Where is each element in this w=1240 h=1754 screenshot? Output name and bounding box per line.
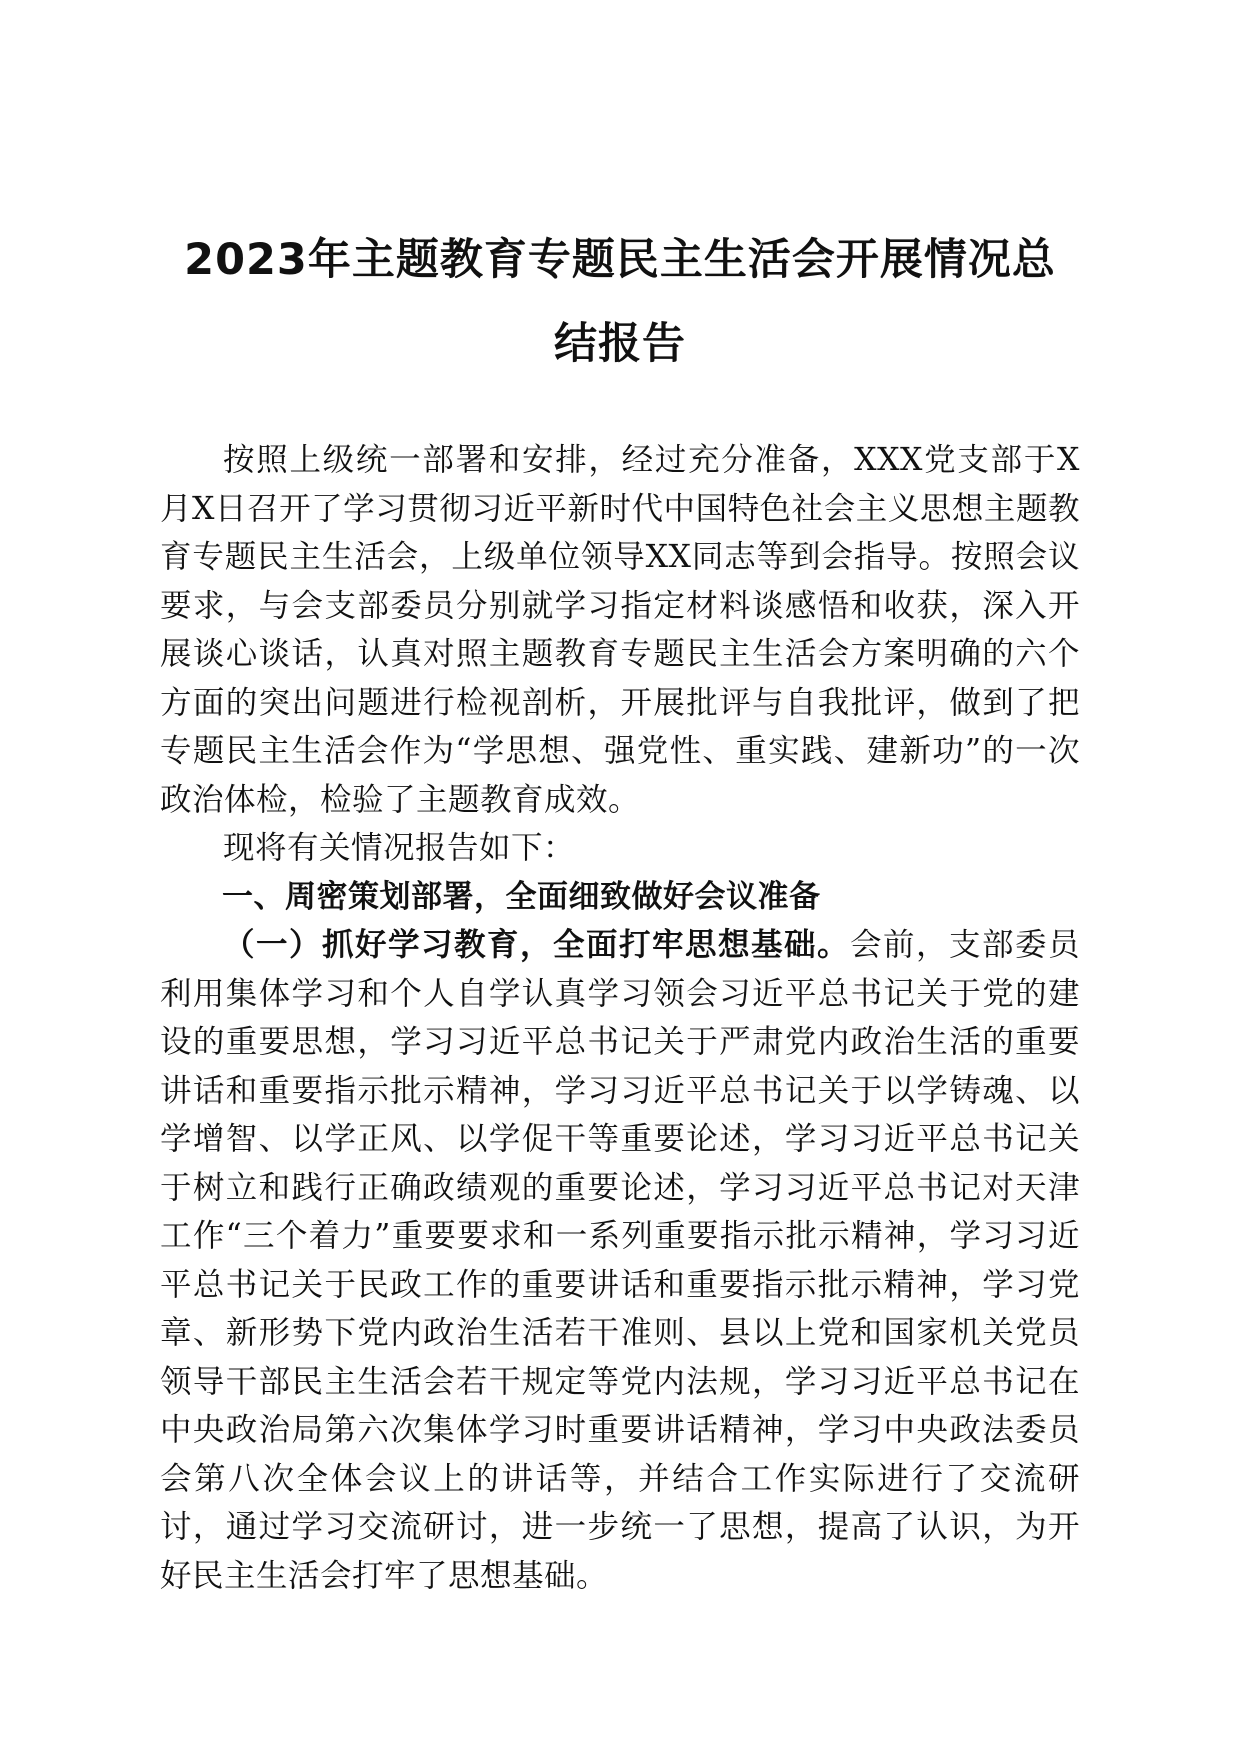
report-intro-paragraph: 现将有关情况报告如下： <box>223 830 576 866</box>
title-line-2: 结报告 <box>554 319 686 369</box>
document-body <box>160 436 1080 1600</box>
title-line-1: 2023年主题教育专题民主生活会开展情况总 <box>184 235 1056 285</box>
section-1-heading: 一、周密策划部署，全面细致做好会议准备 <box>222 878 821 915</box>
intro-paragraph: 按照上级统一部署和安排，经过充分准备，XXX党支部于X月X日召开了学习贯彻习近平新时代中国特色社会主义思想主题教育专题民主生活会，上级单位领导XX同志等到会指导。按照会议要求，与会支部委员分别就学习指定材料谈感悟和收获，深入开展谈心谈话，认真对照主题教育专题民主生活会方案明确的六个方面的突出问题进行检视剖析，开展批评与自我批评，做到了把专题民主生活会作为“学思想、强党性、重实践、建新功”的一次政治体检，检验了主题教育成效。 <box>160 442 1080 818</box>
subsection-body: 会前，支部委员利用集体学习和个人自学认真学习领会习近平总书记关于党的建设的重要思想，学习习近平总书记关于严肃党内政治生活的重要讲话和重要指示批示精神，学习习近平总书记关于以学铸魂、以学增智、以学正风、以学促干等重要论述，学习习近平总书记关于树立和践行正确政绩观的重要论述，学习习近平总书记对天津工作“三个着力”重要要求和一系列重要指示批示精神，学习习近平总书记关于民政工作的重要讲话和重要指示批示精神，学习党章、新形势下党内政治生活若干准则、县以上党和国家机关党员领导干部民主生活会若干规定等党内法规，学习习近平总书记在中央政治局第六次集体学习时重要讲话精神，学习中央政法委员会第八次全体会议上的讲话等，并结合工作实际进行了交流研讨，通过学习交流研讨，进一步统一了思想，提高了认识，为开好民主生活会打牢了思想基础。 <box>160 927 1080 1594</box>
section-1-subsection-1 <box>160 921 1080 1600</box>
subsection-lead: （一）抓好学习教育，全面打牢思想基础。 <box>223 926 850 963</box>
document-title <box>160 0 1080 386</box>
